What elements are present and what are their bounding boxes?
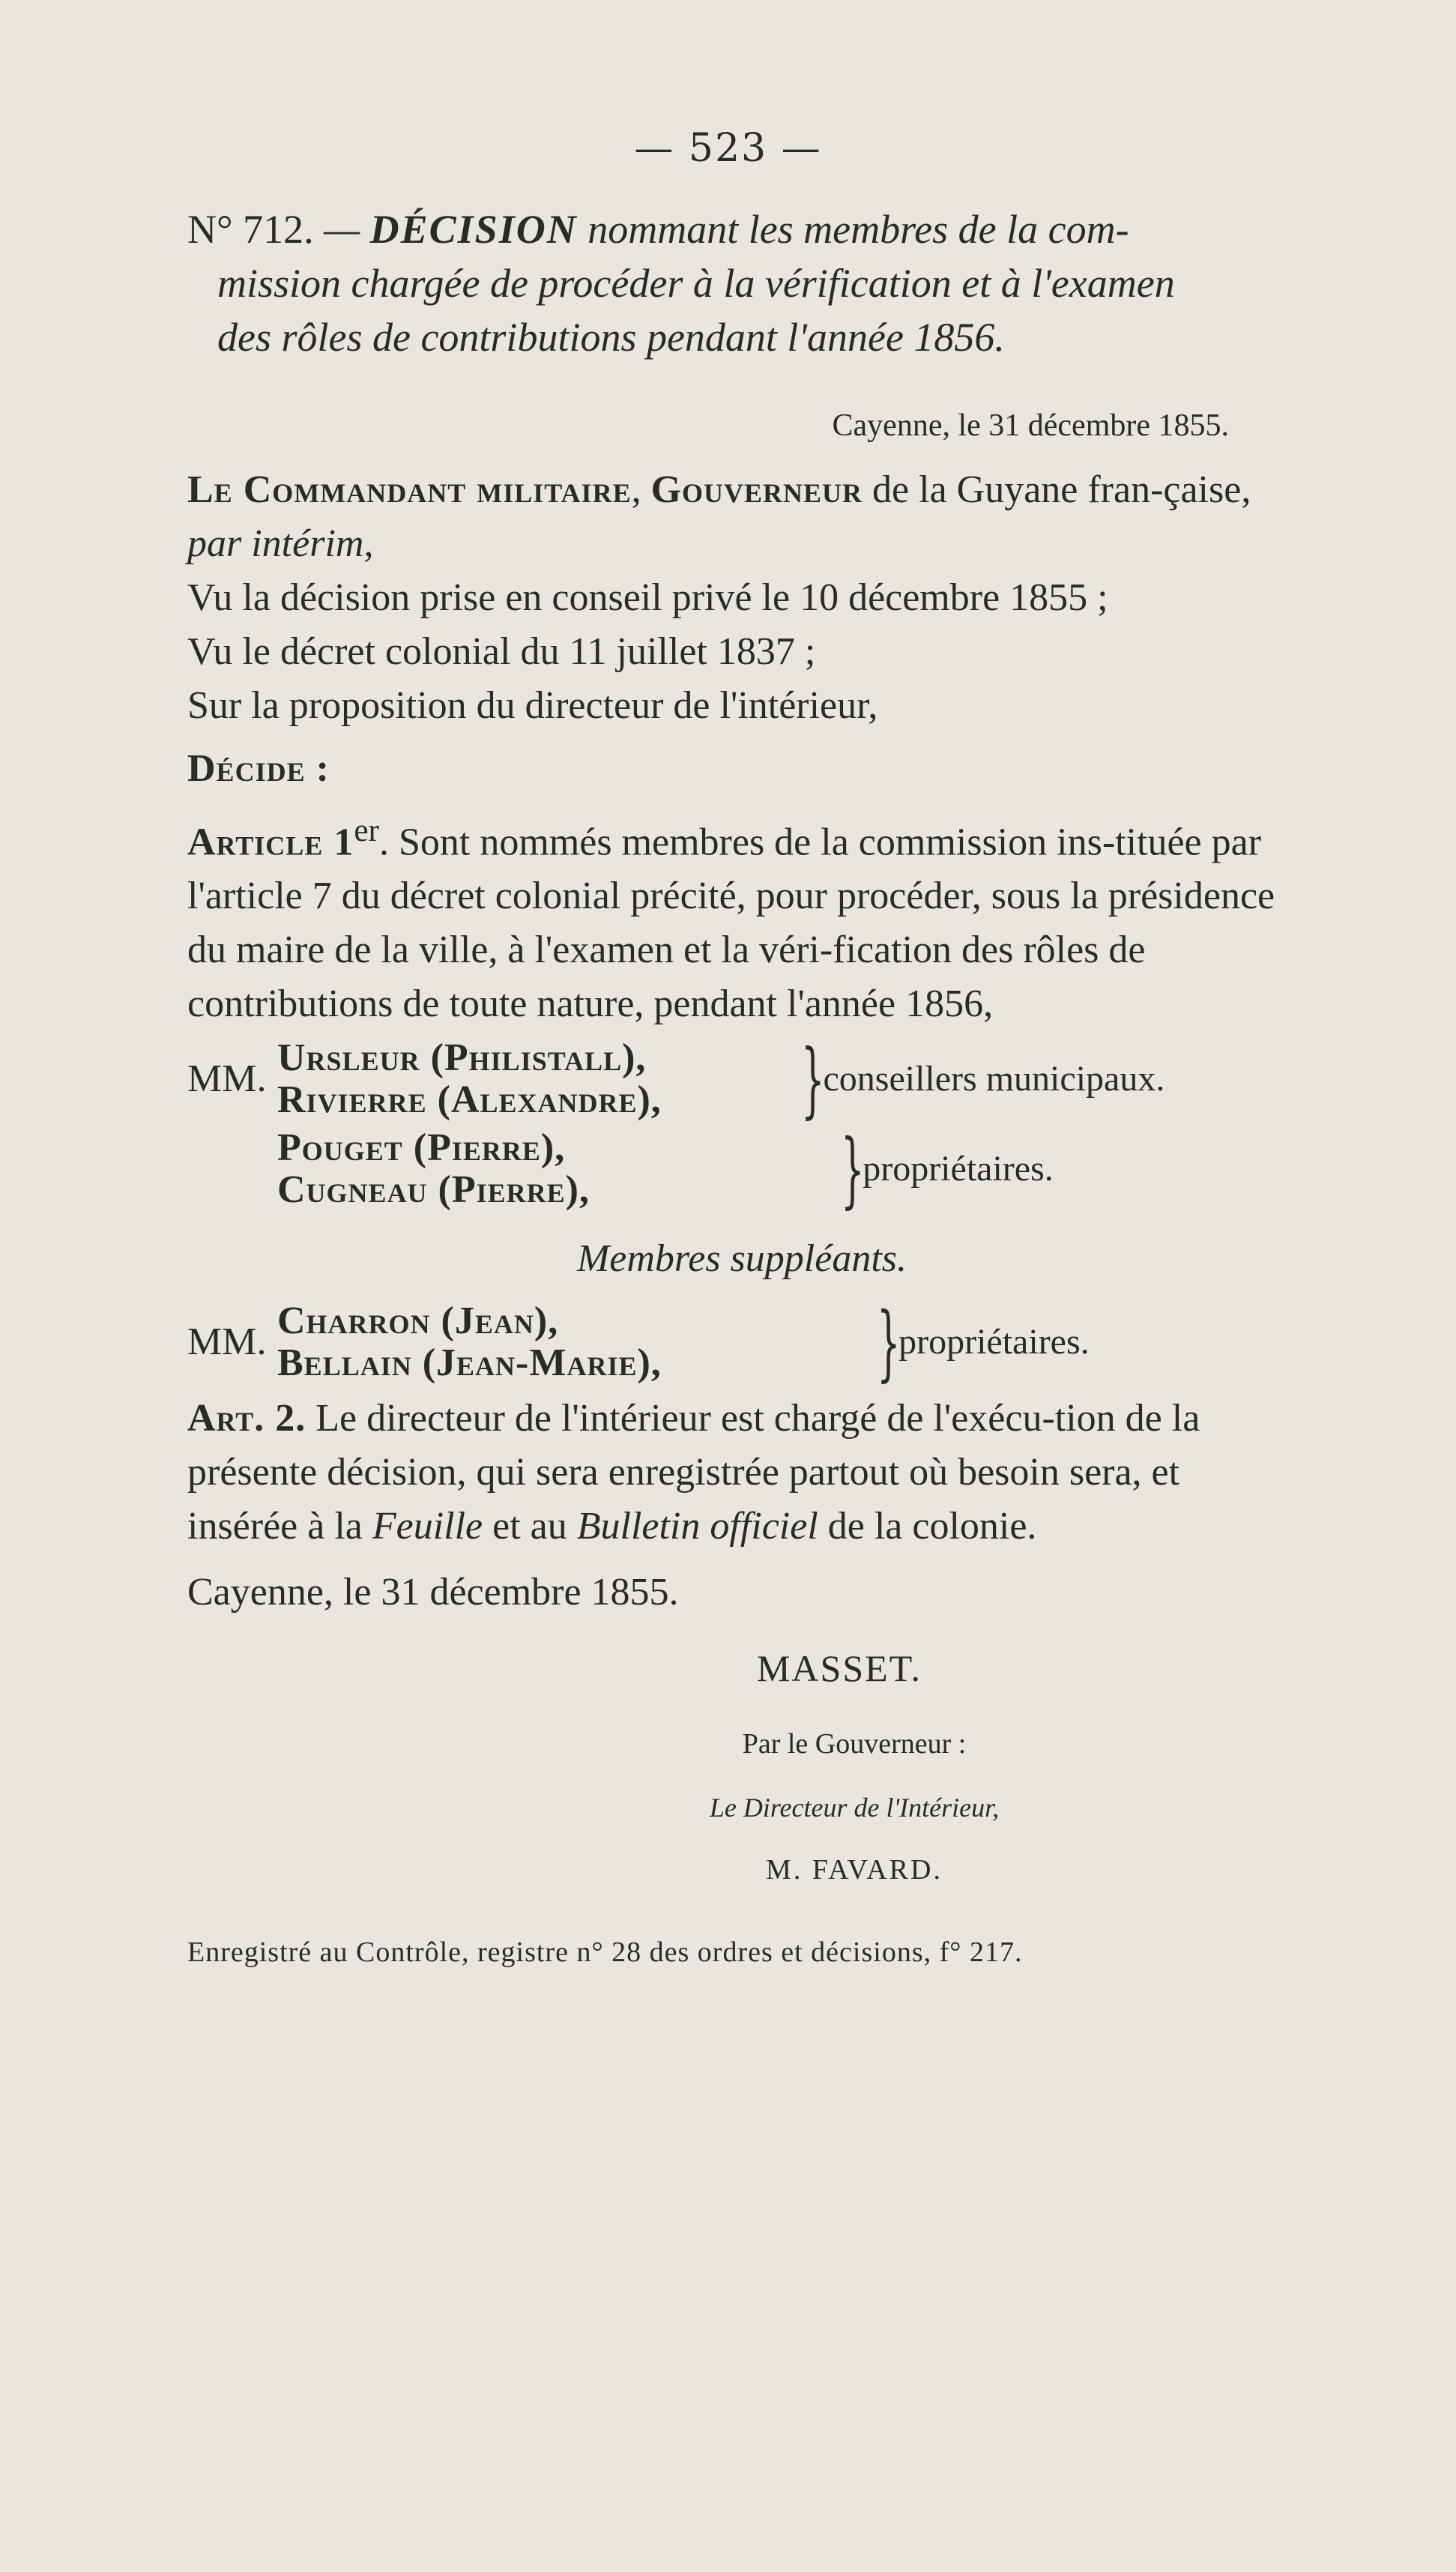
member-name: Cugneau (Pierre), (277, 1168, 590, 1212)
brace: } (877, 1294, 901, 1391)
group-role: conseillers municipaux. (823, 1059, 1165, 1099)
members-prefix: MM. (187, 1320, 267, 1364)
signature: MASSET. (756, 1647, 922, 1690)
par-le-gouverneur: Par le Gouverneur : (742, 1728, 967, 1760)
vu-decision: Vu la décision prise en conseil privé le 10 décembre 1855 ; (187, 576, 1108, 619)
decision-number: N° 712. (187, 207, 314, 252)
preamble: Le Commandant militaire, Gouverneur de la Guyane fran-çaise, par intérim, (187, 468, 1251, 565)
article-1-text: . Sont nommés membres de la commission ins-tituée par l'article 7 du décret colonial précité, pour procéder, sous la présidence du maire de la ville, à l'examen et la véri-fication des rôles de contributions de toute nature, pendant l'année 1856, (187, 821, 1275, 1026)
favard-signature: M. FAVARD. (766, 1854, 943, 1886)
group-role: propriétaires. (863, 1149, 1054, 1189)
members-group-2 (187, 1121, 1296, 1218)
page-number: — 523 — (634, 126, 822, 171)
registration-footer: Enregistré au Contrôle, registre n° 28 des ordres et décisions, f° 217. (187, 1936, 1023, 1969)
brace: } (801, 1031, 825, 1128)
article-2: Art. 2. Le directeur de l'intérieur est chargé de l'exécu-tion de la présente décision, qui sera enregistrée partout où besoin sera, et insérée à la Feuille et au Bulletin officiel de la colonie. (187, 1397, 1200, 1548)
vu-decret: Vu le décret colonial du 11 juillet 1837 ; (187, 630, 816, 673)
article-1-label: Article 1 (187, 821, 354, 864)
members-group-3 (187, 1294, 1296, 1391)
member-name: Pouget (Pierre), (277, 1126, 566, 1170)
member-name: Bellain (Jean-Marie), (277, 1341, 662, 1385)
suppleants-heading: Membres suppléants. (576, 1237, 907, 1281)
decision-title: N° 712. — DÉCISION nommant les membres de la com- mission chargée de procéder à la vérification et à l'examen des rôles de contributions pendant l'année 1856. (187, 202, 1296, 364)
members-group-1 (187, 1031, 1296, 1128)
decision-word: DÉCISION (369, 207, 578, 252)
member-name: Rivierre (Alexandre), (277, 1078, 662, 1122)
members-prefix: MM. (187, 1057, 267, 1101)
directeur-title: Le Directeur de l'Intérieur, (709, 1793, 1000, 1823)
brace: } (841, 1121, 865, 1218)
title-line-3: des rôles de contributions pendant l'année 1856. (217, 315, 1005, 360)
title-line-2: mission chargée de procéder à la vérification et à l'examen (217, 261, 1175, 306)
dateline: Cayenne, le 31 décembre 1855. (832, 408, 1229, 443)
proposition: Sur la proposition du directeur de l'intérieur, (187, 684, 878, 727)
article-1: Article 1er. Sont nommés membres de la commission ins-tituée par l'article 7 du décret colonial précité, pour procéder, sous la présidence du maire de la ville, à l'examen et la véri-fication des rôles de contributions de toute nature, pendant l'année 1856, (187, 812, 1275, 1026)
article-2-label: Art. 2. (187, 1397, 306, 1440)
member-name: Charron (Jean), (277, 1299, 559, 1343)
decide-heading: Décide : (187, 747, 330, 790)
closing-date: Cayenne, le 31 décembre 1855. (187, 1571, 679, 1614)
text-column (187, 202, 1296, 1969)
group-role: propriétaires. (898, 1322, 1090, 1362)
member-name: Ursleur (Philistall), (277, 1036, 647, 1080)
